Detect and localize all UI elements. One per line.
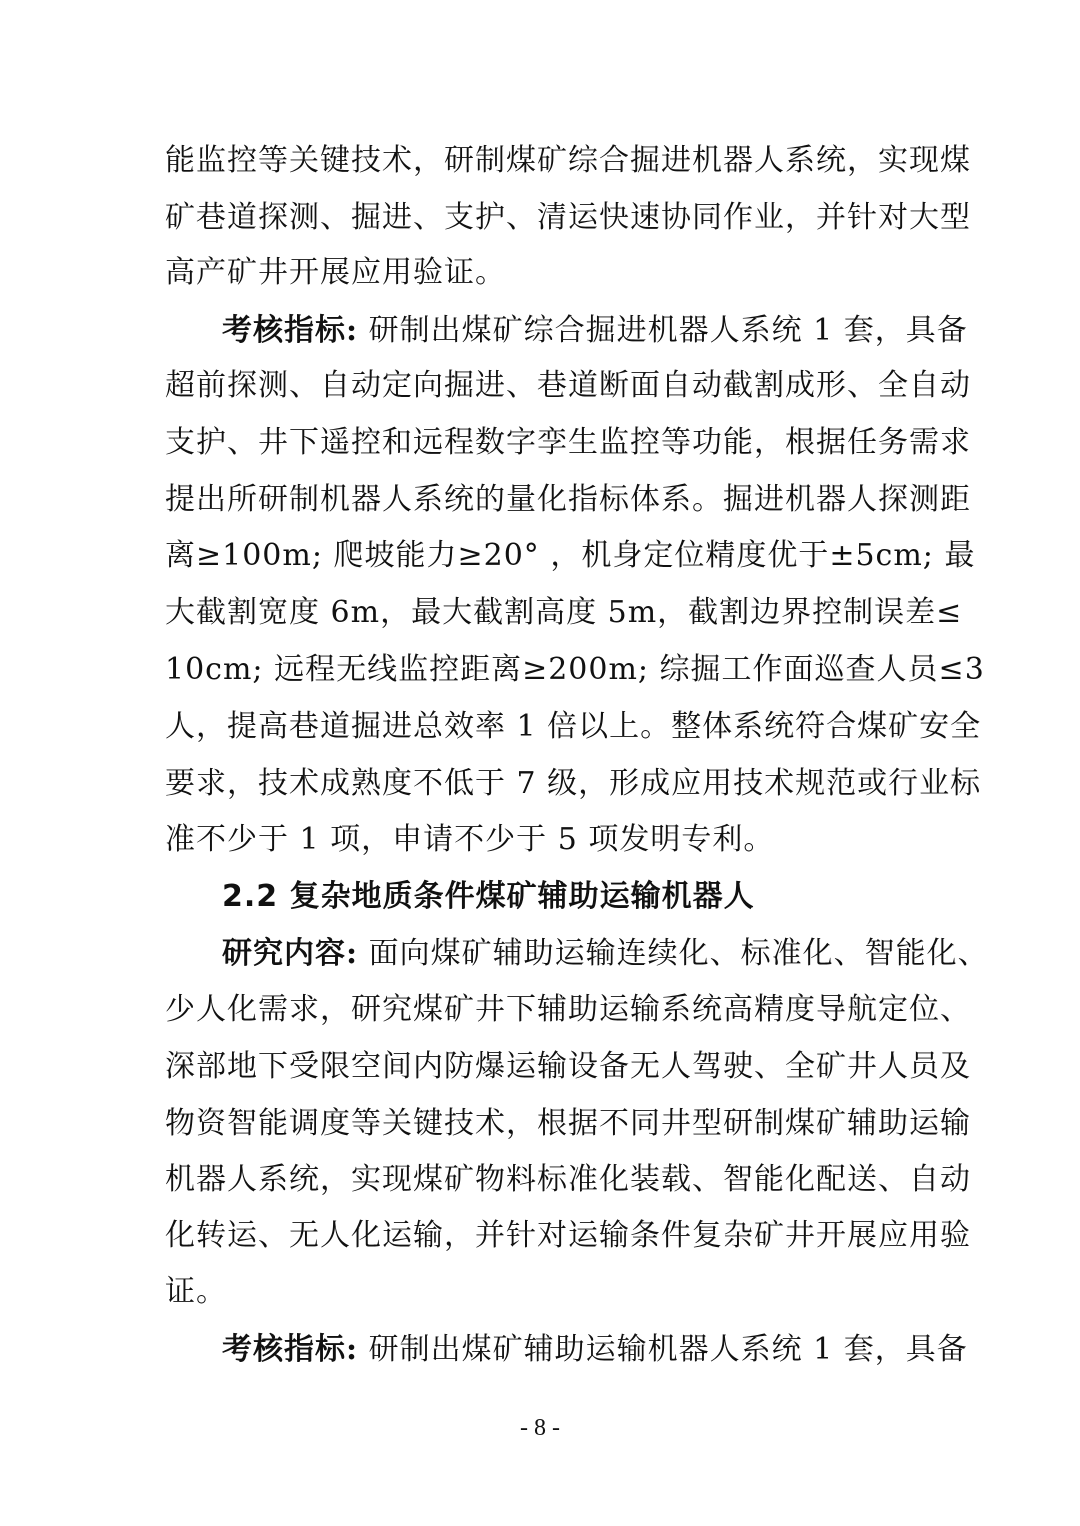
body-line: 要求，技术成熟度不低于 7 级，形成应用技术规范或行业标 — [165, 766, 982, 801]
body-line: 大截割宽度 6m，最大截割高度 5m，截割边界控制误差≤ — [165, 595, 963, 630]
research-label: 研究内容: — [222, 936, 359, 971]
section-heading: 2.2 复杂地质条件煤矿辅助运输机器人 — [222, 879, 755, 914]
body-line: 深部地下受限空间内防爆运输设备无人驾驶、全矿井人员及 — [165, 1049, 971, 1084]
kpi-label: 考核指标: — [222, 1332, 359, 1367]
body-line: 支护、井下遥控和远程数字孪生监控等功能，根据任务需求 — [165, 425, 971, 460]
body-line: 矿巷道探测、掘进、支护、清运快速协同作业，并针对大型 — [165, 200, 971, 235]
body-line: 少人化需求，研究煤矿井下辅助运输系统高精度导航定位、 — [165, 992, 971, 1027]
body-line: 物资智能调度等关键技术，根据不同井型研制煤矿辅助运输 — [165, 1106, 971, 1141]
body-line: 证。 — [165, 1274, 227, 1309]
kpi-first-line — [222, 1322, 968, 1378]
kpi-label: 考核指标: — [222, 313, 359, 348]
kpi-first-line — [222, 303, 968, 359]
body-line: 超前探测、自动定向掘进、巷道断面自动截割成形、全自动 — [165, 368, 971, 403]
research-first-text: 面向煤矿辅助运输连续化、标准化、智能化、 — [358, 936, 989, 971]
body-line: 机器人系统，实现煤矿物料标准化装载、智能化配送、自动 — [165, 1162, 971, 1197]
body-line: 能监控等关键技术，研制煤矿综合掘进机器人系统，实现煤 — [165, 143, 971, 178]
body-line: 人，提高巷道掘进总效率 1 倍以上。整体系统符合煤矿安全 — [165, 709, 982, 744]
body-line: 高产矿井开展应用验证。 — [165, 255, 506, 290]
body-line: 10cm; 远程无线监控距离≥200m; 综掘工作面巡查人员≤3 — [165, 652, 985, 687]
kpi-first-text: 研制出煤矿综合掘进机器人系统 1 套，具备 — [358, 313, 968, 348]
page-number: - 8 - — [520, 1415, 560, 1441]
kpi-first-text: 研制出煤矿辅助运输机器人系统 1 套，具备 — [358, 1332, 968, 1367]
body-line: 提出所研制机器人系统的量化指标体系。掘进机器人探测距 — [165, 482, 971, 517]
research-first-line — [222, 926, 989, 982]
body-line: 化转运、无人化运输，并针对运输条件复杂矿井开展应用验 — [165, 1218, 971, 1253]
body-line: 准不少于 1 项，申请不少于 5 项发明专利。 — [165, 822, 775, 857]
body-line: 离≥100m; 爬坡能力≥20° ，机身定位精度优于±5cm; 最 — [165, 538, 976, 573]
